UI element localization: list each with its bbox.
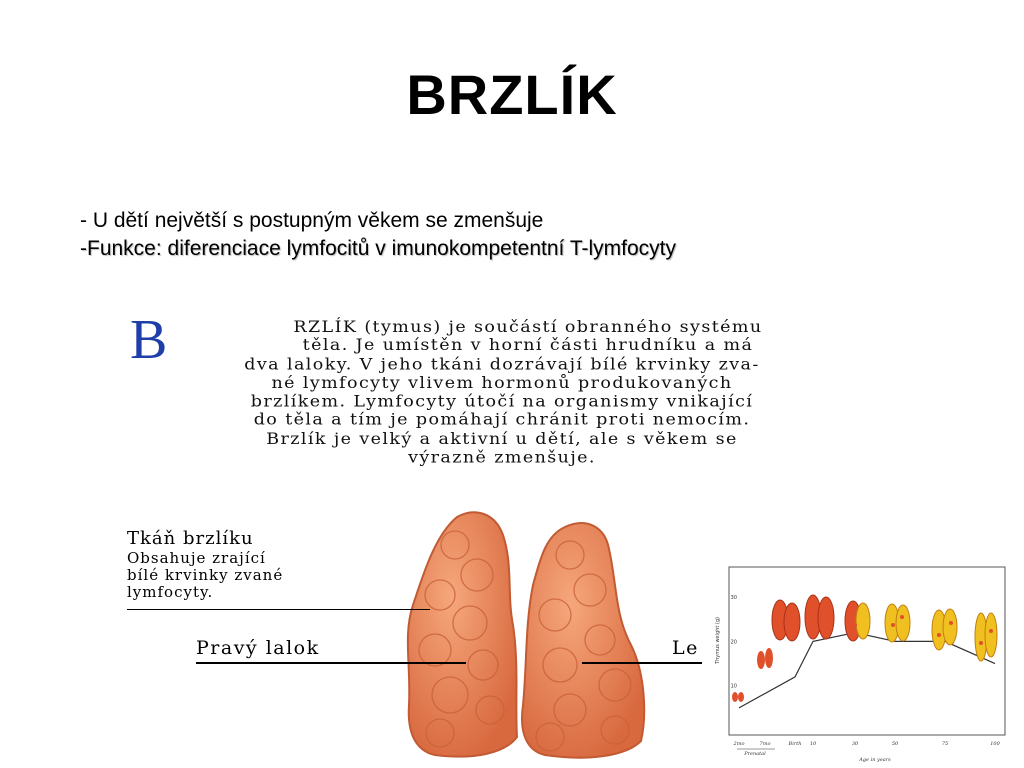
tissue-desc-line: lymfocyty. (127, 583, 214, 601)
x-tick-label: 75 (941, 741, 949, 747)
excerpt-paragraph (126, 318, 878, 467)
x-axis-label: Age in years (859, 757, 891, 763)
organ-icon (757, 651, 765, 669)
organ-icon (943, 609, 957, 645)
x-tick-label: 50 (891, 741, 899, 747)
excerpt-line: výrazně zmenšuje. (408, 448, 596, 468)
x-tick-label: 30 (851, 741, 859, 747)
y-axis-label: Thymus weight (g) (715, 617, 721, 664)
excerpt-line: né lymfocyty vlivem hormonů produkovaných (271, 374, 733, 393)
organ-icon (784, 603, 800, 641)
x-tick-label: Birth (788, 741, 802, 747)
tissue-label (127, 528, 283, 601)
organ-icon (732, 692, 738, 702)
excerpt-line: těla. Je umístěn v horní části hrudníku a má (302, 336, 754, 356)
excerpt-line: brzlíkem. Lymfocyty útočí na organismy vnikající (250, 392, 754, 412)
organ-icon (818, 597, 834, 639)
dropcap-letter: B (130, 309, 168, 371)
tissue-title: Tkáň brzlíku (127, 528, 254, 549)
tissue-desc-line: Obsahuje zrající (127, 549, 266, 567)
tissue-pointer-line (127, 609, 430, 610)
x-tick-label: 10 (809, 741, 817, 747)
organ-spot (989, 629, 993, 633)
organ-icon (896, 605, 910, 641)
organ-icon (985, 613, 997, 657)
organ-icon (765, 648, 773, 668)
y-tick-label: 20 (730, 639, 737, 646)
organ-spot (937, 633, 941, 637)
bullet-1: - U dětí největší s postupným věkem se zmenšuje (80, 209, 544, 232)
thymus-illustration (395, 505, 675, 765)
bullet-2: -Funkce: diferenciace lymfocitů v imunokompetentní T-lymfocyty (80, 237, 677, 260)
organ-spot (949, 621, 953, 625)
slide-title: BRZLÍK (406, 63, 618, 126)
organ-icon (738, 692, 744, 702)
organ-spot (979, 641, 983, 645)
excerpt-line: dva laloky. V jeho tkáni dozrávají bílé krvinky zva- (244, 355, 760, 374)
thymus-weight-chart (715, 565, 1007, 765)
x-tick-label: 7mo (759, 741, 771, 747)
y-tick-label: 10 (730, 683, 737, 690)
excerpt-line: RZLÍK (tymus) je součástí obranného systému (293, 318, 763, 337)
y-tick-label: 30 (730, 595, 737, 602)
excerpt-line: Brzlík je velký a aktivní u dětí, ale s věkem se (266, 430, 738, 449)
organ-spot (900, 615, 904, 619)
excerpt-line: do těla a tím je pomáhají chránit proti nemocím. (253, 411, 751, 430)
x-tick-label: 2mo (733, 741, 745, 747)
x-tick-label: 100 (990, 741, 1000, 747)
organ-spot (891, 623, 895, 627)
left-lobe-pointer-line (582, 662, 702, 664)
right-lobe-pointer-line (196, 662, 466, 664)
left-lobe-label: Le (672, 637, 699, 659)
x-group-label: Prenatal (744, 751, 766, 757)
organ-spot (853, 623, 857, 627)
tissue-desc-line: bílé krvinky zvané (127, 566, 284, 584)
bullet-list (80, 207, 676, 263)
right-lobe-label: Pravý lalok (196, 637, 320, 659)
organ-icon (856, 603, 870, 639)
